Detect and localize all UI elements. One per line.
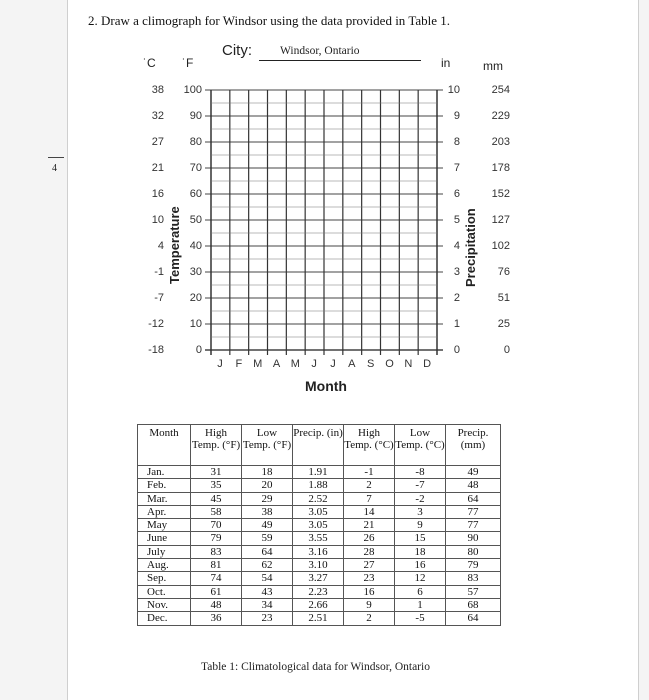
table-cell: 2.23 xyxy=(293,585,344,598)
table-header-row xyxy=(138,425,501,466)
table-cell: Oct. xyxy=(138,585,191,598)
table-cell: 20 xyxy=(242,479,293,492)
inch-tick: 3 xyxy=(453,266,460,278)
table-header-cell: Precip. (mm) xyxy=(446,425,501,466)
celsius-tick: -7 xyxy=(154,292,164,304)
table-header-cell: Month xyxy=(138,425,191,466)
table-cell: 3.16 xyxy=(293,545,344,558)
inch-tick: 5 xyxy=(453,214,460,226)
table-row xyxy=(138,505,501,518)
inch-tick: 0 xyxy=(453,344,460,356)
table-cell: 3.27 xyxy=(293,572,344,585)
table-cell: 31 xyxy=(191,466,242,479)
inch-tick: 10 xyxy=(447,84,460,96)
table-cell: 45 xyxy=(191,492,242,505)
table-body xyxy=(138,466,501,626)
celsius-tick: 38 xyxy=(151,84,164,96)
temperature-axis-title: Temperature xyxy=(167,206,182,284)
month-letter: A xyxy=(348,358,356,370)
table-cell: 48 xyxy=(446,479,501,492)
table-cell: 59 xyxy=(242,532,293,545)
month-letter: J xyxy=(217,358,223,370)
table-cell: 77 xyxy=(446,505,501,518)
fahrenheit-tick: 0 xyxy=(195,344,202,356)
table-cell: 2 xyxy=(344,479,395,492)
fahrenheit-tick: 30 xyxy=(189,266,202,278)
table-cell: 1.88 xyxy=(293,479,344,492)
inch-tick: 2 xyxy=(453,292,460,304)
precipitation-axis-title: Precipitation xyxy=(463,208,478,287)
fahrenheit-tick: 80 xyxy=(189,136,202,148)
fahrenheit-tick: 50 xyxy=(189,214,202,226)
table-cell: 35 xyxy=(191,479,242,492)
table-row xyxy=(138,479,501,492)
table-cell: 48 xyxy=(191,598,242,611)
table-cell: Nov. xyxy=(138,598,191,611)
month-letter: A xyxy=(272,358,281,370)
celsius-tick: 27 xyxy=(151,136,164,148)
mm-unit: mm xyxy=(483,59,503,73)
mm-tick: 229 xyxy=(491,110,510,122)
table-cell: 2.66 xyxy=(293,598,344,611)
table-cell: 43 xyxy=(242,585,293,598)
celsius-tick: 4 xyxy=(157,240,164,252)
inch-tick: 1 xyxy=(453,318,460,330)
table-caption: Table 1: Climatological data for Windsor, Ontario xyxy=(201,661,430,673)
inch-tick: 4 xyxy=(453,240,460,252)
table-header-cell: Low Temp. (°F) xyxy=(242,425,293,466)
celsius-tick: -1 xyxy=(154,266,164,278)
table-cell: 1 xyxy=(395,598,446,611)
mm-tick: 25 xyxy=(497,318,510,330)
inch-tick: 8 xyxy=(453,136,460,148)
table-cell: 21 xyxy=(344,519,395,532)
table-cell: 23 xyxy=(344,572,395,585)
table-cell: 62 xyxy=(242,559,293,572)
city-value[interactable]: Windsor, Ontario xyxy=(280,45,360,57)
celsius-unit: ˙C xyxy=(143,56,156,70)
table-header-cell: High Temp. (°F) xyxy=(191,425,242,466)
table-cell: 2.51 xyxy=(293,612,344,625)
mm-tick: 152 xyxy=(491,188,510,200)
month-letter: M xyxy=(253,358,263,370)
table-row xyxy=(138,492,501,505)
table-cell: 2 xyxy=(344,612,395,625)
table-cell: 9 xyxy=(395,519,446,532)
fahrenheit-unit: ˙F xyxy=(182,56,194,70)
celsius-tick: -18 xyxy=(148,344,164,356)
fahrenheit-tick: 20 xyxy=(189,292,202,304)
mm-tick: 178 xyxy=(491,162,510,174)
table-cell: June xyxy=(138,532,191,545)
table-row xyxy=(138,466,501,479)
month-letter: S xyxy=(366,358,375,370)
table-cell: Sep. xyxy=(138,572,191,585)
month-letter: F xyxy=(235,358,243,370)
table-row xyxy=(138,585,501,598)
table-cell: 61 xyxy=(191,585,242,598)
fahrenheit-tick: 40 xyxy=(189,240,202,252)
table-cell: 6 xyxy=(395,585,446,598)
table-cell: 16 xyxy=(344,585,395,598)
table-header-cell: Low Temp. (°C) xyxy=(395,425,446,466)
month-letter: J xyxy=(330,358,336,370)
table-cell: 3.05 xyxy=(293,519,344,532)
table-cell: 18 xyxy=(242,466,293,479)
table-cell: 27 xyxy=(344,559,395,572)
table-cell: 14 xyxy=(344,505,395,518)
table-row xyxy=(138,545,501,558)
table-cell: 80 xyxy=(446,545,501,558)
table-cell: Mar. xyxy=(138,492,191,505)
mm-tick: 127 xyxy=(491,214,510,226)
table-cell: 7 xyxy=(344,492,395,505)
table-cell: 36 xyxy=(191,612,242,625)
table-row xyxy=(138,572,501,585)
question-text: 2. Draw a climograph for Windsor using the data provided in Table 1. xyxy=(88,13,451,28)
table-cell: 3.05 xyxy=(293,505,344,518)
table-row xyxy=(138,559,501,572)
mm-tick: 254 xyxy=(491,84,510,96)
fahrenheit-tick: 70 xyxy=(189,162,202,174)
celsius-tick: 32 xyxy=(151,110,164,122)
inch-tick: 6 xyxy=(453,188,460,200)
table-cell: 64 xyxy=(242,545,293,558)
mm-tick: 76 xyxy=(497,266,510,278)
table-row xyxy=(138,612,501,625)
table-cell: 83 xyxy=(446,572,501,585)
table-cell: 3.55 xyxy=(293,532,344,545)
table-cell: 64 xyxy=(446,612,501,625)
celsius-tick: -12 xyxy=(148,318,164,330)
celsius-tick: 21 xyxy=(151,162,164,174)
table-cell: 3.10 xyxy=(293,559,344,572)
table-cell: May xyxy=(138,519,191,532)
table-row xyxy=(138,598,501,611)
month-axis-title: Month xyxy=(305,378,347,394)
table-cell: -2 xyxy=(395,492,446,505)
table-cell: 49 xyxy=(242,519,293,532)
table-cell: -7 xyxy=(395,479,446,492)
fahrenheit-tick: 60 xyxy=(189,188,202,200)
table-cell: 26 xyxy=(344,532,395,545)
inch-tick: 7 xyxy=(453,162,460,174)
table-cell: Aug. xyxy=(138,559,191,572)
table-row xyxy=(138,532,501,545)
table-cell: 23 xyxy=(242,612,293,625)
month-letter: M xyxy=(290,358,300,370)
city-label: City: xyxy=(222,42,252,59)
table-header-cell: Precip. (in) xyxy=(293,425,344,466)
mm-tick: 102 xyxy=(491,240,510,252)
table-cell: 57 xyxy=(446,585,501,598)
table-cell: 74 xyxy=(191,572,242,585)
table-cell: Apr. xyxy=(138,505,191,518)
inches-unit: in xyxy=(441,56,451,70)
month-letter: D xyxy=(423,358,432,370)
table-cell: 29 xyxy=(242,492,293,505)
table-cell: 54 xyxy=(242,572,293,585)
table-header-cell: High Temp. (°C) xyxy=(344,425,395,466)
table-cell: 1.91 xyxy=(293,466,344,479)
table-cell: 15 xyxy=(395,532,446,545)
table-row xyxy=(138,519,501,532)
table-cell: 12 xyxy=(395,572,446,585)
mm-tick: 203 xyxy=(491,136,510,148)
table-cell: July xyxy=(138,545,191,558)
table-cell: 90 xyxy=(446,532,501,545)
fahrenheit-tick: 10 xyxy=(189,318,202,330)
table-cell: 77 xyxy=(446,519,501,532)
page-number: 4 xyxy=(52,163,57,174)
fahrenheit-tick: 100 xyxy=(183,84,202,96)
fahrenheit-tick: 90 xyxy=(189,110,202,122)
table-cell: 28 xyxy=(344,545,395,558)
table-cell: 16 xyxy=(395,559,446,572)
table-cell: 68 xyxy=(446,598,501,611)
table-cell: 34 xyxy=(242,598,293,611)
table-cell: Dec. xyxy=(138,612,191,625)
table-cell: 64 xyxy=(446,492,501,505)
celsius-tick: 10 xyxy=(151,214,164,226)
mm-tick: 0 xyxy=(503,344,510,356)
table-cell: Jan. xyxy=(138,466,191,479)
table-cell: 18 xyxy=(395,545,446,558)
table-cell: 79 xyxy=(446,559,501,572)
table-cell: 9 xyxy=(344,598,395,611)
table-cell: 38 xyxy=(242,505,293,518)
table-cell: 70 xyxy=(191,519,242,532)
climate-data-table xyxy=(137,424,501,626)
table-cell: 3 xyxy=(395,505,446,518)
inch-tick: 9 xyxy=(453,110,460,122)
mm-tick: 51 xyxy=(497,292,510,304)
table-cell: 49 xyxy=(446,466,501,479)
month-letter: O xyxy=(385,358,394,370)
table-cell: 83 xyxy=(191,545,242,558)
table-cell: 79 xyxy=(191,532,242,545)
table-cell: 2.52 xyxy=(293,492,344,505)
month-letter: N xyxy=(404,358,413,370)
table-cell: 81 xyxy=(191,559,242,572)
celsius-tick: 16 xyxy=(151,188,164,200)
table-cell: -5 xyxy=(395,612,446,625)
table-cell: -8 xyxy=(395,466,446,479)
table-cell: 58 xyxy=(191,505,242,518)
table-cell: Feb. xyxy=(138,479,191,492)
month-letter: J xyxy=(311,358,317,370)
table-cell: -1 xyxy=(344,466,395,479)
